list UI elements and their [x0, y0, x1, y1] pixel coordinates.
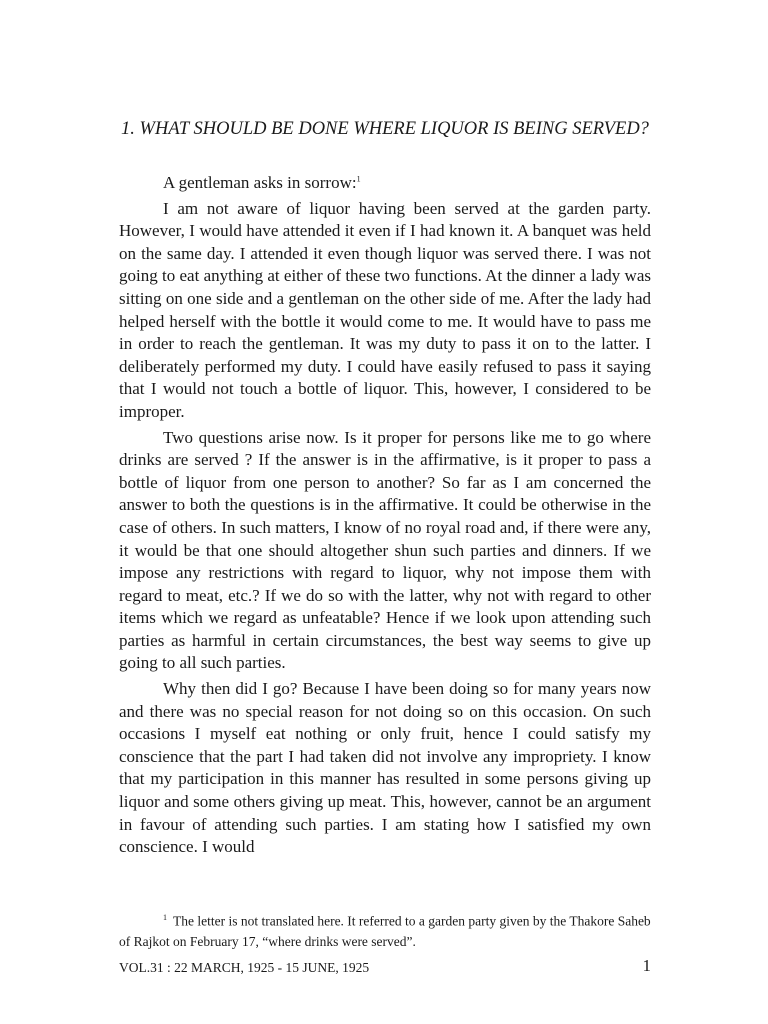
chapter-title: 1. WHAT SHOULD BE DONE WHERE LIQUOR IS BEING SERVED?	[121, 119, 649, 139]
paragraph: Two questions arise now. Is it proper for persons like me to go where drinks are served ? If the answer is in the affirmative, is it proper to pass a bottle of liquor from one person to another? So far as I am concerned the answer to both the questions is in the affirmative. It could be otherwise in the case of others. In such matters, I know of no royal road and, if there were any, it would be that one should altogether shun such parties and dinners. If we impose any restrictions with regard to liquor, why not impose them with regard to meat, etc.? If we do so with the latter, why not with regard to other items which we regard as unfeatable? Hence if we look upon attending such parties as harmful in certain circumstances, the best way seems to give up going to all such parties.	[119, 427, 651, 673]
intro-text: A gentleman asks in sorrow:	[163, 173, 357, 192]
footnote-reference: 1	[356, 174, 361, 184]
body-text	[119, 172, 651, 862]
paragraph: Why then did I go? Because I have been doing so for many years now and there was no special reason for not doing so on this occasion. On such occasions I myself eat nothing or only fruit, hence I could satisfy my conscience that the part I had taken did not involve any impropriety. I know that my participation in this manner has resulted in some persons giving up liquor and some others giving up meat. This, however, cannot be an argument in favour of attending such parties. I am stating how I satisfied my own conscience. I would	[119, 679, 651, 857]
footnote-number: 1	[163, 913, 167, 922]
paragraph: I am not aware of liquor having been served at the garden party. However, I would have attended it even if I had known it. A banquet was held on the same day. I attended it even though liquor was served there. I was not going to eat anything at either of these two functions. At the dinner a lady was sitting on one side and a gentleman on the other side of me. After the lady had helped herself with the bottle it would come to me. It would have to pass me in order to reach the gentleman. It was my duty to pass it on to the latter. I deliberately performed my duty. I could have easily refused to pass it saying that I would not touch a bottle of liquor. This, however, I considered to be improper.	[119, 198, 651, 421]
footnote-text: The letter is not translated here. It referred to a garden party given by the Thakore Saheb of Rajkot on February 17, “where drinks were served”.	[119, 913, 651, 949]
volume-label: VOL.31 : 22 MARCH, 1925 - 15 JUNE, 1925	[119, 960, 370, 975]
footnote	[119, 908, 651, 952]
intro-paragraph	[119, 172, 651, 195]
page-number: 1	[642, 956, 651, 975]
